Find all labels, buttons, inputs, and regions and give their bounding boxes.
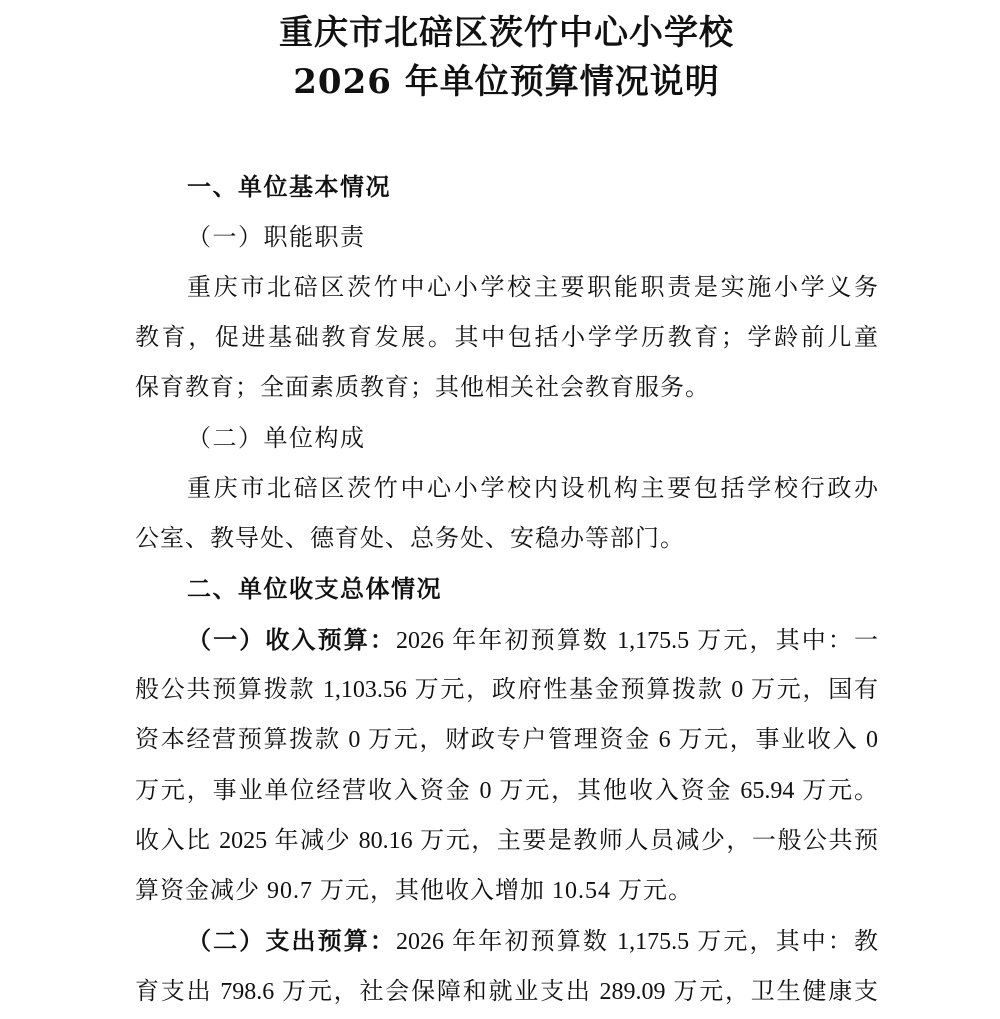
paragraph-line xyxy=(135,615,878,665)
paragraph-line xyxy=(135,916,878,966)
paragraph-text: 2026 年年初预算数 1,175.5 万元，其中：一 xyxy=(396,627,878,654)
expenditure-budget-label: （二）支出预算： xyxy=(187,926,397,956)
paragraph-line: 公室、教导处、德育处、总务处、安稳办等部门。 xyxy=(135,526,685,553)
income-budget-label: （一）收入预算： xyxy=(187,624,397,654)
paragraph-line: 资本经营预算拨款 0 万元，财政专户管理资金 6 万元，事业收入 0 xyxy=(135,727,878,754)
paragraph-line: 保育教育；全面素质教育；其他相关社会教育服务。 xyxy=(135,375,710,402)
paragraph-line: 教育，促进基础教育发展。其中包括小学学历教育；学龄前儿童 xyxy=(135,324,878,351)
document-title xyxy=(135,9,878,107)
paragraph-line: 重庆市北碚区茨竹中心小学校主要职能职责是实施小学义务 xyxy=(187,274,878,301)
subsection-heading-functions: （一）职能职责 xyxy=(187,223,366,252)
title-line-2: 2026 年单位预算情况说明 xyxy=(293,62,720,102)
section-heading-budget-overview: 二、单位收支总体情况 xyxy=(187,575,442,604)
paragraph-line: 般公共预算拨款 1,103.56 万元，政府性基金预算拨款 0 万元，国有 xyxy=(135,676,878,703)
subsection-heading-composition: （二）单位构成 xyxy=(187,424,366,453)
paragraph-line: 万元，事业单位经营收入资金 0 万元，其他收入资金 65.94 万元。 xyxy=(135,777,878,804)
paragraph-line: 算资金减少 90.7 万元，其他收入增加 10.54 万元。 xyxy=(135,878,693,905)
title-line-1: 重庆市北碚区茨竹中心小学校 xyxy=(279,13,734,53)
paragraph-line: 收入比 2025 年减少 80.16 万元，主要是教师人员减少，一般公共预 xyxy=(135,827,878,854)
paragraph-line: 育支出 798.6 万元，社会保障和就业支出 289.09 万元，卫生健康支 xyxy=(135,978,878,1005)
paragraph-text: 2026 年年初预算数 1,175.5 万元，其中：教 xyxy=(396,929,878,956)
paragraph-line: 重庆市北碚区茨竹中心小学校内设机构主要包括学校行政办 xyxy=(187,475,878,502)
section-heading-basic-info: 一、单位基本情况 xyxy=(187,173,391,201)
document-body xyxy=(135,162,878,1017)
